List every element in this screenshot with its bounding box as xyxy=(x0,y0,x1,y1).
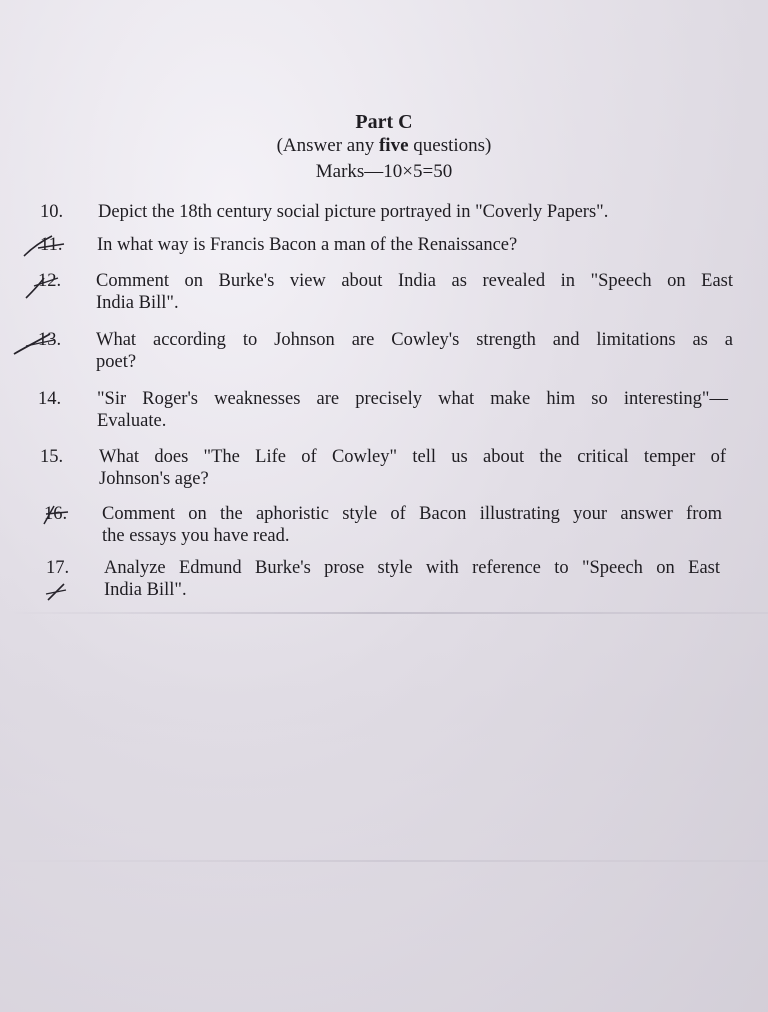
question-text-line: What according to Johnson are Cowley's strength and limitations as a xyxy=(96,330,733,350)
pen-tick-mark xyxy=(42,578,74,606)
question-text-line: poet? xyxy=(96,352,137,372)
paper-fold xyxy=(0,860,768,862)
question-number: 14. xyxy=(38,389,62,409)
question-number: 13. xyxy=(38,330,62,350)
question-text-line: India Bill". xyxy=(96,293,179,313)
instruction-prefix: (Answer any xyxy=(276,135,379,156)
question-text-line: Comment on Burke's view about India as revealed in "Speech on East xyxy=(96,271,733,291)
question-number: 10. xyxy=(40,202,64,222)
marks-line: Marks—10×5=50 xyxy=(315,161,453,182)
question-text-line: Johnson's age? xyxy=(99,469,209,489)
question-17 xyxy=(46,557,720,603)
question-number: 17. xyxy=(46,558,70,578)
question-text-line: Depict the 18th century social picture portrayed in "Coverly Papers". xyxy=(98,202,609,222)
question-number: 11. xyxy=(40,235,63,255)
paper-fold xyxy=(0,612,768,614)
question-text-line: Evaluate. xyxy=(97,411,167,431)
instruction-bold: five xyxy=(378,135,409,156)
question-number: 16. xyxy=(44,504,68,524)
pen-strike-mark xyxy=(18,226,78,262)
question-number: 12. xyxy=(38,271,62,291)
question-16 xyxy=(44,503,722,549)
question-text-line: "Sir Roger's weaknesses are precisely what make him so interesting"— xyxy=(97,389,728,409)
question-text-line: Analyze Edmund Burke's prose style with reference to "Speech on East xyxy=(104,558,720,578)
question-text-line: What does "The Life of Cowley" tell us about the critical temper of xyxy=(99,447,726,467)
pen-tick-mark xyxy=(10,326,70,360)
question-14 xyxy=(38,388,728,434)
question-text-line: In what way is Francis Bacon a man of the Renaissance? xyxy=(97,235,518,255)
instruction-suffix: questions) xyxy=(408,135,492,156)
question-text-line: the essays you have read. xyxy=(102,526,290,546)
question-text-line: Comment on the aphoristic style of Bacon illustrating your answer from xyxy=(102,504,722,524)
question-number: 15. xyxy=(40,447,64,467)
question-15 xyxy=(40,446,726,492)
question-13 xyxy=(38,329,733,375)
pen-tick-mark xyxy=(22,264,72,304)
pen-tick-mark xyxy=(38,500,78,530)
question-11 xyxy=(40,234,730,258)
instruction xyxy=(0,135,768,157)
question-10 xyxy=(40,201,730,225)
question-12 xyxy=(38,270,733,316)
question-text-line: India Bill". xyxy=(104,580,187,600)
part-title: Part C xyxy=(355,111,413,133)
